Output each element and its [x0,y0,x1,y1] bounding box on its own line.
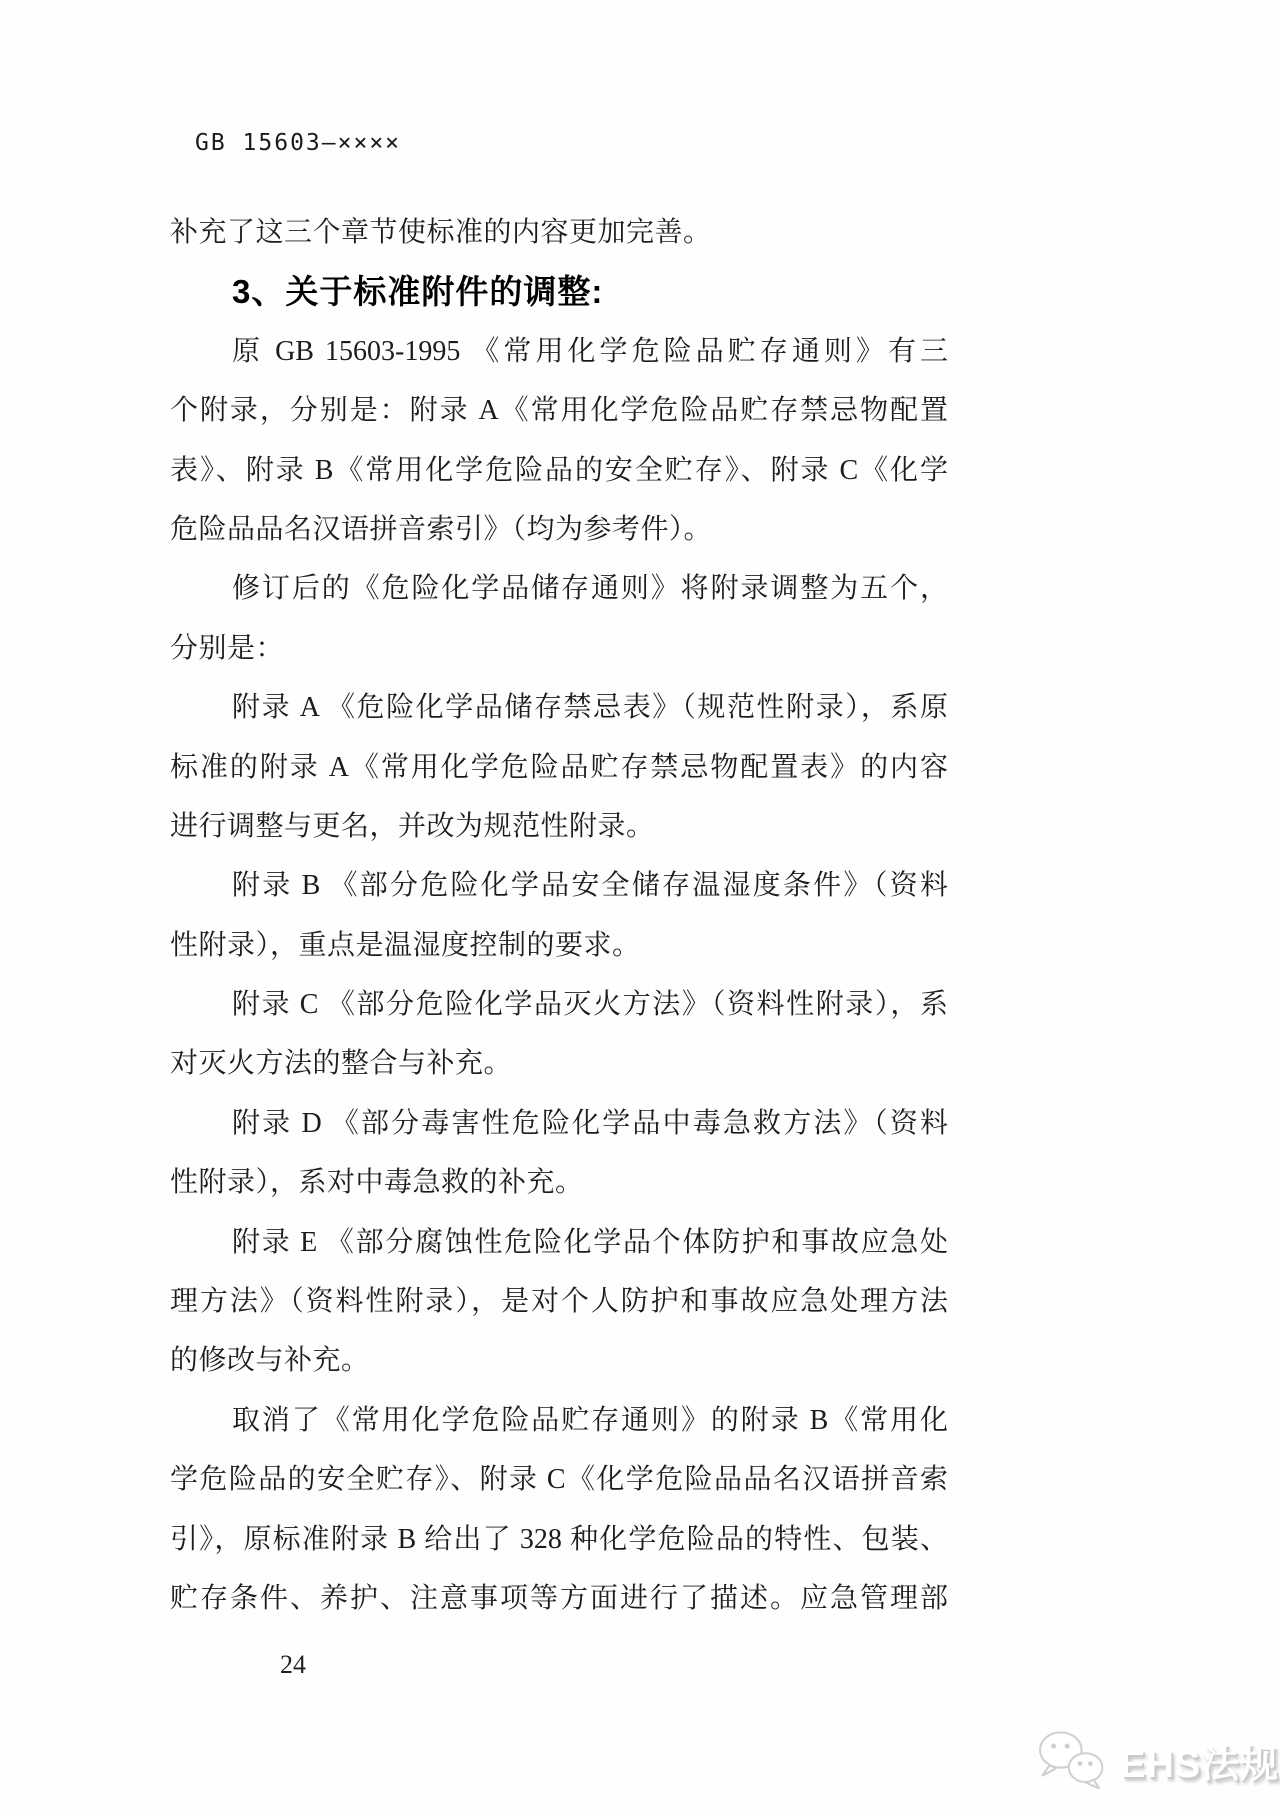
text-line: 附录 C 《部分危险化学品灭火方法》（资料性附录），系 [232,989,948,1021]
text-line: 贮存条件、养护、注意事项等方面进行了描述。应急管理部 [170,1582,948,1614]
page-number: 24 [280,1650,306,1679]
section-heading: 3、关于标准附件的调整: [232,273,604,311]
text-line: 标准的附录 A《常用化学危险品贮存禁忌物配置表》的内容 [170,751,948,783]
text-line: 进行调整与更名，并改为规范性附录。 [170,810,655,842]
text-line: 修订后的《危险化学品储存通则》将附录调整为五个， [232,573,948,605]
text-line: 对灭火方法的整合与补充。 [170,1048,513,1080]
text-line: 分别是： [170,632,285,664]
text-line: 个附录，分别是：附录 A《常用化学危险品贮存禁忌物配置 [170,395,948,427]
text-line: 附录 E 《部分腐蚀性危险化学品个体防护和事故应急处 [232,1226,948,1258]
text-line: 表》、附录 B《常用化学危险品的安全贮存》、附录 C《化学 [170,454,948,486]
watermark-label: EHS法规 [1120,1744,1280,1786]
wechat-icon [1032,1726,1112,1795]
text-line: 的修改与补充。 [170,1345,370,1377]
text-line: 附录 A 《危险化学品储存禁忌表》（规范性附录），系原 [232,692,948,724]
text-line: 原 GB 15603-1995 《常用化学危险品贮存通则》有三 [232,335,948,367]
text-line: 学危险品的安全贮存》、附录 C《化学危险品品名汉语拼音索 [170,1464,948,1496]
text-line: 取消了《常用化学危险品贮存通则》的附录 B《常用化 [232,1404,948,1436]
text-line: 附录 D 《部分毒害性危险化学品中毒急救方法》（资料 [232,1107,948,1139]
watermark [1032,1726,1279,1795]
text-line: 性附录），重点是温湿度控制的要求。 [170,929,641,961]
document-body [170,203,948,1628]
text-line: 性附录），系对中毒急救的补充。 [170,1167,584,1199]
standard-number: GB 15603—×××× [195,130,402,156]
text-line: 危险品品名汉语拼音索引》（均为参考件）。 [170,513,713,545]
text-line: 附录 B 《部分危险化学品安全储存温湿度条件》（资料 [232,870,948,902]
text-line: 补充了这三个章节使标准的内容更加完善。 [170,217,712,248]
text-line: 理方法》（资料性附录），是对个人防护和事故应急处理方法 [170,1286,948,1318]
text-line: 引》，原标准附录 B 给出了 328 种化学危险品的特性、包装、 [170,1523,948,1555]
